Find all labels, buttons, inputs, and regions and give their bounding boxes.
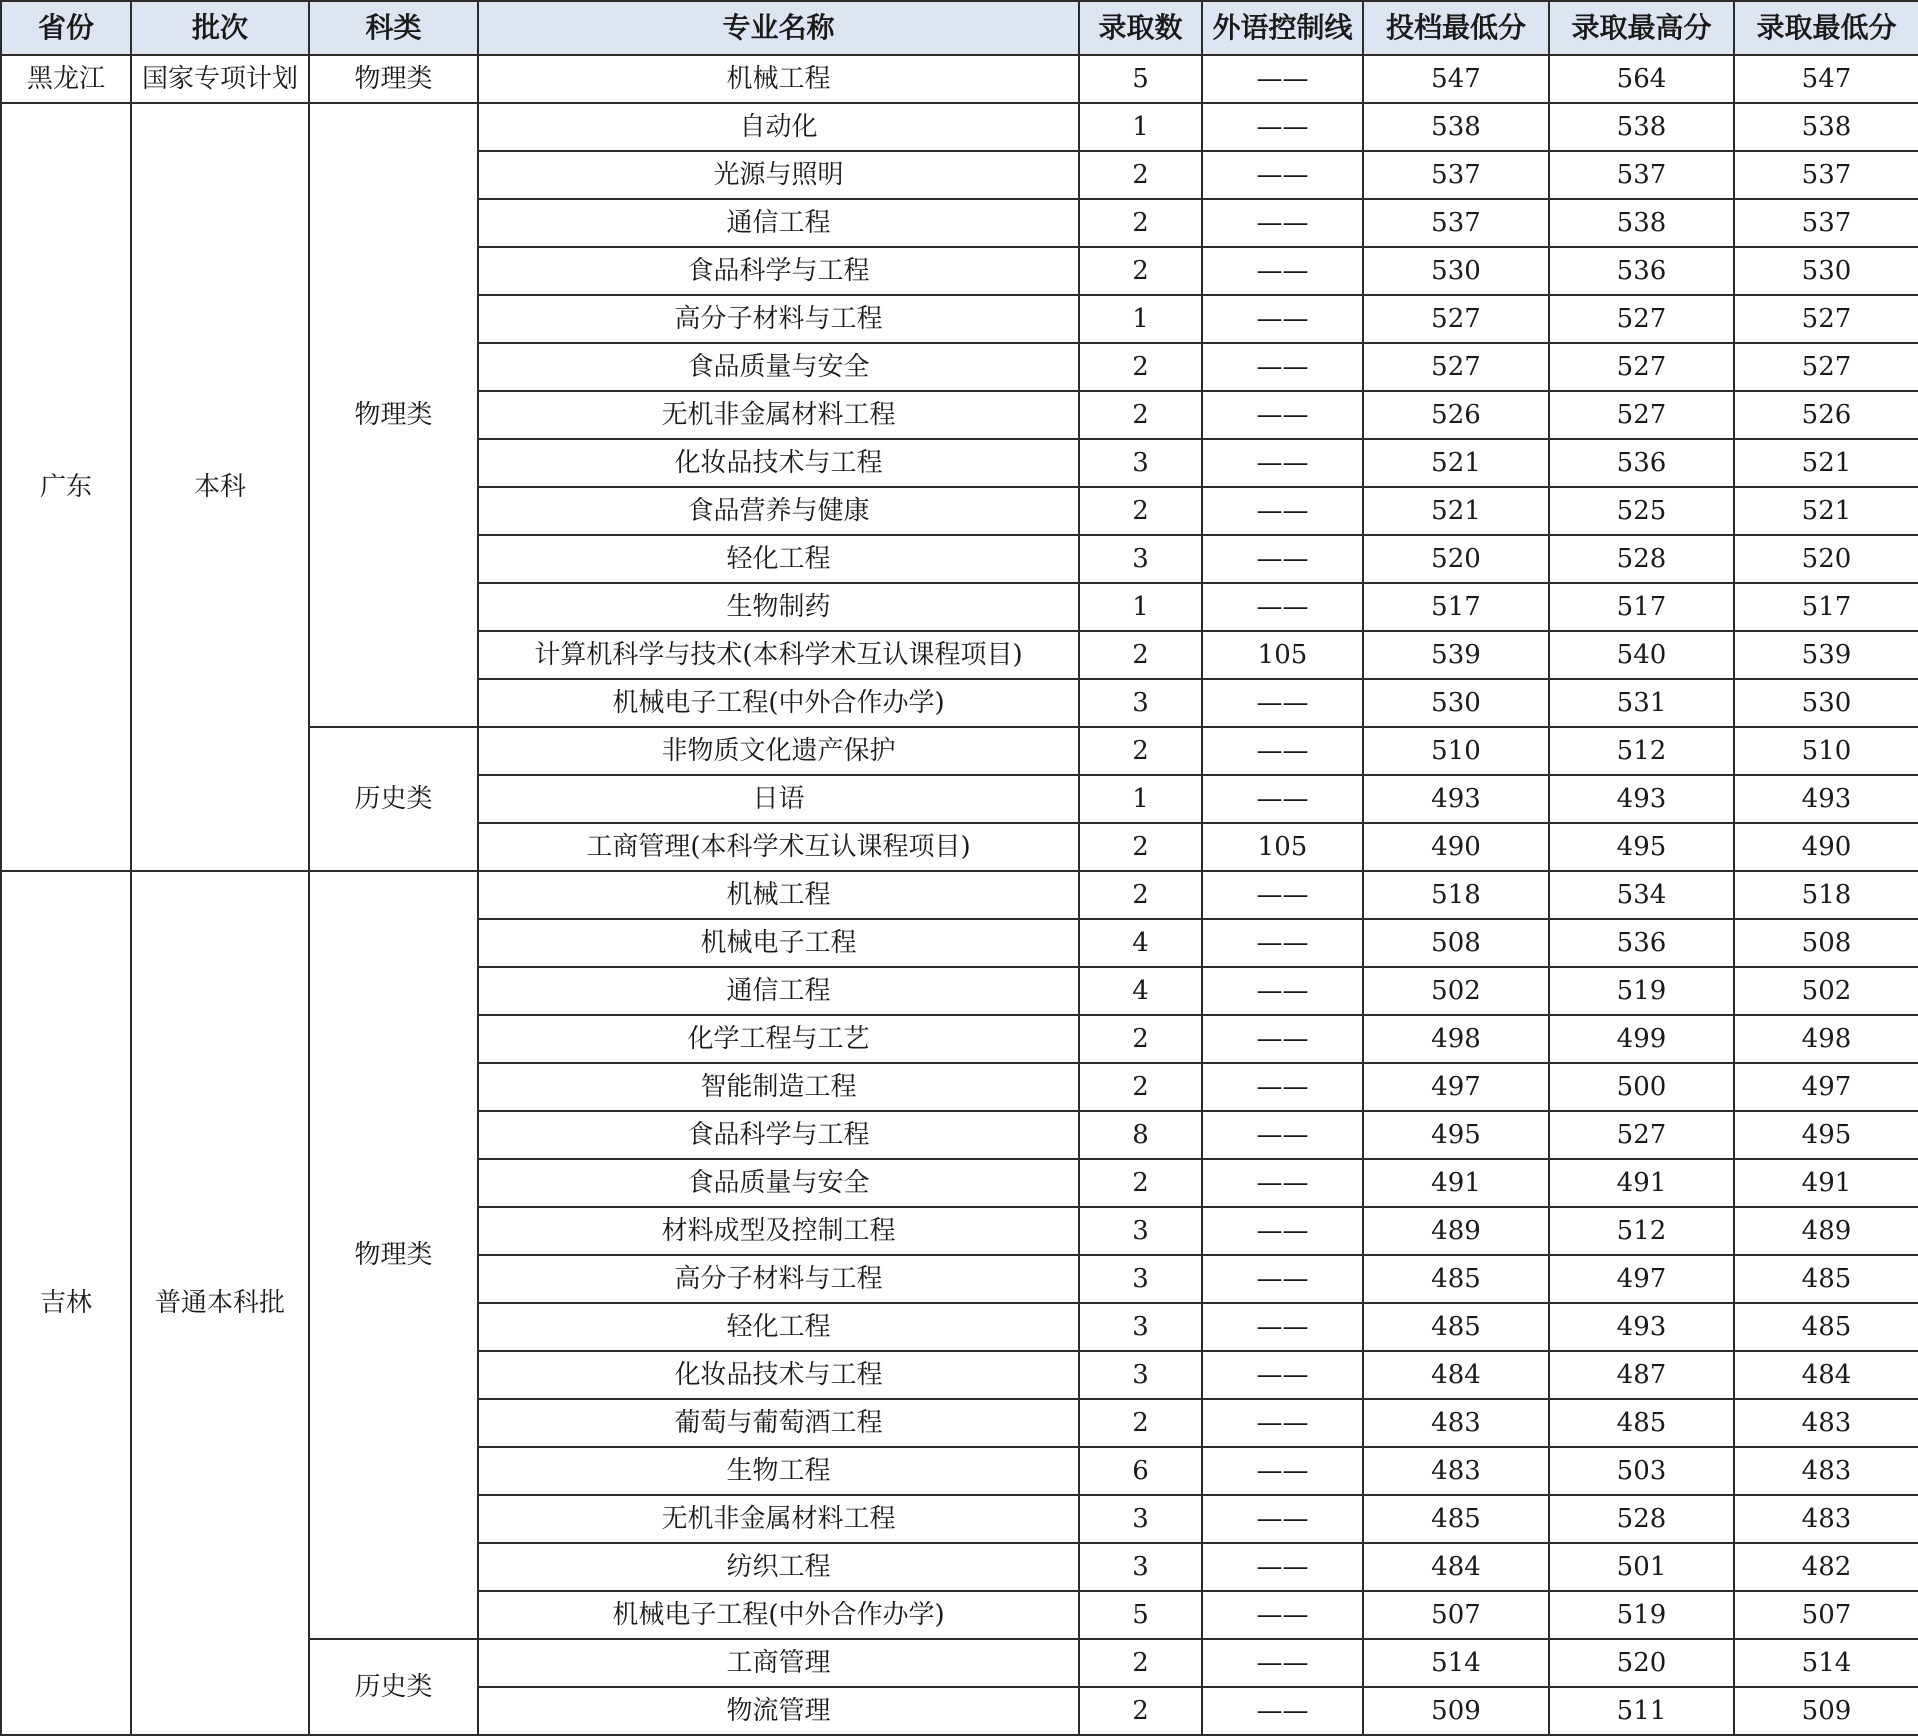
admitted-count-cell: 3 <box>1079 1207 1202 1255</box>
filing-min-score-cell: 485 <box>1363 1255 1549 1303</box>
table-row <box>1 871 1918 919</box>
filing-min-score-cell: 517 <box>1363 583 1549 631</box>
major-name-cell: 机械电子工程 <box>478 919 1079 967</box>
admission-min-score-cell: 482 <box>1734 1543 1918 1591</box>
table-row <box>1 103 1918 151</box>
admitted-count-cell: 2 <box>1079 823 1202 871</box>
major-name-cell: 机械工程 <box>478 871 1079 919</box>
admission-max-score-cell: 536 <box>1549 919 1734 967</box>
filing-min-score-cell: 485 <box>1363 1303 1549 1351</box>
foreign-language-line-cell: —— <box>1202 1207 1363 1255</box>
foreign-language-line-cell: —— <box>1202 1351 1363 1399</box>
admission-min-score-cell: 521 <box>1734 487 1918 535</box>
filing-min-score-cell: 538 <box>1363 103 1549 151</box>
major-name-cell: 食品营养与健康 <box>478 487 1079 535</box>
filing-min-score-cell: 521 <box>1363 439 1549 487</box>
admission-max-score-cell: 499 <box>1549 1015 1734 1063</box>
admission-min-score-cell: 527 <box>1734 295 1918 343</box>
foreign-language-line-cell: —— <box>1202 1591 1363 1639</box>
major-name-cell: 轻化工程 <box>478 535 1079 583</box>
filing-min-score-cell: 483 <box>1363 1447 1549 1495</box>
admission-max-score-cell: 527 <box>1549 1111 1734 1159</box>
filing-min-score-cell: 530 <box>1363 679 1549 727</box>
major-name-cell: 食品科学与工程 <box>478 247 1079 295</box>
major-name-cell: 高分子材料与工程 <box>478 1255 1079 1303</box>
filing-min-score-cell: 507 <box>1363 1591 1549 1639</box>
admission-min-score-cell: 538 <box>1734 103 1918 151</box>
foreign-language-line-cell: —— <box>1202 967 1363 1015</box>
foreign-language-line-cell: —— <box>1202 1399 1363 1447</box>
admission-max-score-cell: 528 <box>1549 535 1734 583</box>
admitted-count-cell: 2 <box>1079 1015 1202 1063</box>
major-name-cell: 机械电子工程(中外合作办学) <box>478 1591 1079 1639</box>
foreign-language-line-cell: —— <box>1202 1303 1363 1351</box>
admission-min-score-cell: 502 <box>1734 967 1918 1015</box>
batch-cell: 普通本科批 <box>131 871 309 1735</box>
foreign-language-line-cell: —— <box>1202 679 1363 727</box>
major-name-cell: 无机非金属材料工程 <box>478 391 1079 439</box>
major-name-cell: 工商管理 <box>478 1639 1079 1687</box>
filing-min-score-cell: 491 <box>1363 1159 1549 1207</box>
admission-max-score-cell: 501 <box>1549 1543 1734 1591</box>
admitted-count-cell: 4 <box>1079 967 1202 1015</box>
major-name-cell: 食品质量与安全 <box>478 1159 1079 1207</box>
foreign-language-line-cell: —— <box>1202 1015 1363 1063</box>
province-cell: 吉林 <box>1 871 131 1735</box>
admission-min-score-cell: 518 <box>1734 871 1918 919</box>
foreign-language-line-cell: —— <box>1202 871 1363 919</box>
filing-min-score-cell: 485 <box>1363 1495 1549 1543</box>
filing-min-score-cell: 539 <box>1363 631 1549 679</box>
filing-min-score-cell: 497 <box>1363 1063 1549 1111</box>
admitted-count-cell: 2 <box>1079 343 1202 391</box>
admission-min-score-cell: 484 <box>1734 1351 1918 1399</box>
major-name-cell: 光源与照明 <box>478 151 1079 199</box>
province-header: 省份 <box>1 1 131 55</box>
admitted-count-cell: 2 <box>1079 1159 1202 1207</box>
admitted-count-cell: 2 <box>1079 871 1202 919</box>
admitted-count-cell: 2 <box>1079 1639 1202 1687</box>
admitted-count-cell: 2 <box>1079 391 1202 439</box>
admission-max-score-cell: 495 <box>1549 823 1734 871</box>
admitted-count-cell: 2 <box>1079 631 1202 679</box>
admitted-count-cell: 2 <box>1079 487 1202 535</box>
admission-min-score-cell: 497 <box>1734 1063 1918 1111</box>
admission-max-score-cell: 497 <box>1549 1255 1734 1303</box>
major-name-cell: 机械电子工程(中外合作办学) <box>478 679 1079 727</box>
admitted-count-cell: 1 <box>1079 775 1202 823</box>
batch-cell: 国家专项计划 <box>131 55 309 103</box>
admitted-count-header: 录取数 <box>1079 1 1202 55</box>
filing-min-score-cell: 537 <box>1363 199 1549 247</box>
category-cell: 物理类 <box>309 871 478 1639</box>
filing-min-score-cell: 537 <box>1363 151 1549 199</box>
admission-min-score-cell: 490 <box>1734 823 1918 871</box>
filing-min-score-cell: 518 <box>1363 871 1549 919</box>
filing-min-score-cell: 502 <box>1363 967 1549 1015</box>
admitted-count-cell: 2 <box>1079 1399 1202 1447</box>
category-cell: 物理类 <box>309 55 478 103</box>
foreign-language-line-cell: —— <box>1202 1111 1363 1159</box>
admitted-count-cell: 3 <box>1079 439 1202 487</box>
foreign-language-line-cell: —— <box>1202 1159 1363 1207</box>
admission-min-score-cell: 483 <box>1734 1495 1918 1543</box>
admission-max-score-cell: 520 <box>1549 1639 1734 1687</box>
category-header: 科类 <box>309 1 478 55</box>
table-body <box>1 55 1918 1735</box>
admission-max-score-cell: 487 <box>1549 1351 1734 1399</box>
admission-min-score-cell: 547 <box>1734 55 1918 103</box>
admission-max-score-cell: 540 <box>1549 631 1734 679</box>
foreign-language-line-cell: —— <box>1202 919 1363 967</box>
filing-min-score-cell: 514 <box>1363 1639 1549 1687</box>
admission-min-score-cell: 491 <box>1734 1159 1918 1207</box>
foreign-language-line-cell: —— <box>1202 583 1363 631</box>
foreign-language-line-cell: —— <box>1202 535 1363 583</box>
filing-min-score-cell: 508 <box>1363 919 1549 967</box>
filing-min-score-cell: 484 <box>1363 1351 1549 1399</box>
admission-min-score-cell: 537 <box>1734 199 1918 247</box>
admitted-count-cell: 1 <box>1079 295 1202 343</box>
admission-max-score-cell: 500 <box>1549 1063 1734 1111</box>
filing-min-score-cell: 483 <box>1363 1399 1549 1447</box>
filing-min-score-cell: 526 <box>1363 391 1549 439</box>
admitted-count-cell: 2 <box>1079 247 1202 295</box>
major-name-cell: 机械工程 <box>478 55 1079 103</box>
admission-min-score-cell: 507 <box>1734 1591 1918 1639</box>
major-name-cell: 智能制造工程 <box>478 1063 1079 1111</box>
major-name-cell: 生物工程 <box>478 1447 1079 1495</box>
header-row <box>1 1 1918 55</box>
admission-min-score-cell: 483 <box>1734 1447 1918 1495</box>
admitted-count-cell: 2 <box>1079 199 1202 247</box>
admission-min-score-cell: 527 <box>1734 343 1918 391</box>
admission-max-score-cell: 527 <box>1549 391 1734 439</box>
admission-max-score-cell: 519 <box>1549 967 1734 1015</box>
foreign-language-line-cell: —— <box>1202 247 1363 295</box>
admitted-count-cell: 1 <box>1079 583 1202 631</box>
filing-min-score-header: 投档最低分 <box>1363 1 1549 55</box>
foreign-language-line-cell: —— <box>1202 55 1363 103</box>
major-name-cell: 非物质文化遗产保护 <box>478 727 1079 775</box>
major-name-cell: 自动化 <box>478 103 1079 151</box>
province-cell: 黑龙江 <box>1 55 131 103</box>
foreign-language-line-cell: —— <box>1202 1687 1363 1735</box>
foreign-language-line-cell: 105 <box>1202 823 1363 871</box>
batch-cell: 本科 <box>131 103 309 871</box>
major-name-cell: 轻化工程 <box>478 1303 1079 1351</box>
admitted-count-cell: 8 <box>1079 1111 1202 1159</box>
admission-max-score-cell: 534 <box>1549 871 1734 919</box>
filing-min-score-cell: 521 <box>1363 487 1549 535</box>
foreign-language-line-cell: —— <box>1202 295 1363 343</box>
admitted-count-cell: 2 <box>1079 151 1202 199</box>
filing-min-score-cell: 495 <box>1363 1111 1549 1159</box>
admitted-count-cell: 3 <box>1079 1351 1202 1399</box>
major-name-cell: 通信工程 <box>478 967 1079 1015</box>
admission-min-score-cell: 485 <box>1734 1255 1918 1303</box>
major-name-cell: 化妆品技术与工程 <box>478 1351 1079 1399</box>
major-name-cell: 材料成型及控制工程 <box>478 1207 1079 1255</box>
admission-min-score-cell: 508 <box>1734 919 1918 967</box>
foreign-language-line-cell: —— <box>1202 199 1363 247</box>
filing-min-score-cell: 530 <box>1363 247 1549 295</box>
admission-min-score-cell: 510 <box>1734 727 1918 775</box>
filing-min-score-cell: 527 <box>1363 343 1549 391</box>
admitted-count-cell: 3 <box>1079 1495 1202 1543</box>
admission-min-score-cell: 530 <box>1734 247 1918 295</box>
batch-header: 批次 <box>131 1 309 55</box>
admission-min-score-cell: 509 <box>1734 1687 1918 1735</box>
filing-min-score-cell: 493 <box>1363 775 1549 823</box>
major-name-cell: 食品科学与工程 <box>478 1111 1079 1159</box>
admission-max-score-cell: 493 <box>1549 1303 1734 1351</box>
admission-max-score-cell: 536 <box>1549 247 1734 295</box>
major-name-cell: 化学工程与工艺 <box>478 1015 1079 1063</box>
filing-min-score-cell: 527 <box>1363 295 1549 343</box>
admission-min-score-cell: 521 <box>1734 439 1918 487</box>
table-row <box>1 55 1918 103</box>
admitted-count-cell: 3 <box>1079 679 1202 727</box>
major-name-cell: 通信工程 <box>478 199 1079 247</box>
province-cell: 广东 <box>1 103 131 871</box>
major-name-cell: 工商管理(本科学术互认课程项目) <box>478 823 1079 871</box>
filing-min-score-cell: 490 <box>1363 823 1549 871</box>
foreign-language-line-cell: —— <box>1202 343 1363 391</box>
admission-max-score-cell: 527 <box>1549 343 1734 391</box>
foreign-language-line-cell: —— <box>1202 151 1363 199</box>
admitted-count-cell: 3 <box>1079 535 1202 583</box>
foreign-language-line-cell: 105 <box>1202 631 1363 679</box>
admitted-count-cell: 4 <box>1079 919 1202 967</box>
admission-max-score-cell: 519 <box>1549 1591 1734 1639</box>
admission-max-score-cell: 511 <box>1549 1687 1734 1735</box>
admission-max-score-cell: 517 <box>1549 583 1734 631</box>
admitted-count-cell: 3 <box>1079 1303 1202 1351</box>
admitted-count-cell: 5 <box>1079 1591 1202 1639</box>
admission-max-score-header: 录取最高分 <box>1549 1 1734 55</box>
major-name-cell: 食品质量与安全 <box>478 343 1079 391</box>
admission-min-score-cell: 493 <box>1734 775 1918 823</box>
admission-min-score-cell: 530 <box>1734 679 1918 727</box>
admission-max-score-cell: 512 <box>1549 727 1734 775</box>
admission-max-score-cell: 491 <box>1549 1159 1734 1207</box>
major-name-cell: 化妆品技术与工程 <box>478 439 1079 487</box>
admitted-count-cell: 3 <box>1079 1255 1202 1303</box>
major-name-cell: 物流管理 <box>478 1687 1079 1735</box>
admitted-count-cell: 2 <box>1079 1687 1202 1735</box>
foreign-language-line-cell: —— <box>1202 1639 1363 1687</box>
filing-min-score-cell: 520 <box>1363 535 1549 583</box>
admission-max-score-cell: 485 <box>1549 1399 1734 1447</box>
major-name-cell: 计算机科学与技术(本科学术互认课程项目) <box>478 631 1079 679</box>
foreign-language-line-cell: —— <box>1202 775 1363 823</box>
foreign-language-line-cell: —— <box>1202 1495 1363 1543</box>
foreign-language-line-cell: —— <box>1202 439 1363 487</box>
admitted-count-cell: 2 <box>1079 1063 1202 1111</box>
admission-max-score-cell: 531 <box>1549 679 1734 727</box>
admission-max-score-cell: 564 <box>1549 55 1734 103</box>
foreign-language-line-cell: —— <box>1202 1063 1363 1111</box>
admission-max-score-cell: 525 <box>1549 487 1734 535</box>
foreign-language-line-header: 外语控制线 <box>1202 1 1363 55</box>
admission-min-score-cell: 539 <box>1734 631 1918 679</box>
foreign-language-line-cell: —— <box>1202 1447 1363 1495</box>
category-cell: 物理类 <box>309 103 478 727</box>
admitted-count-cell: 2 <box>1079 727 1202 775</box>
filing-min-score-cell: 547 <box>1363 55 1549 103</box>
admission-max-score-cell: 537 <box>1549 151 1734 199</box>
admission-min-score-cell: 498 <box>1734 1015 1918 1063</box>
admitted-count-cell: 5 <box>1079 55 1202 103</box>
major-name-cell: 日语 <box>478 775 1079 823</box>
admission-max-score-cell: 538 <box>1549 199 1734 247</box>
filing-min-score-cell: 489 <box>1363 1207 1549 1255</box>
admission-min-score-cell: 526 <box>1734 391 1918 439</box>
foreign-language-line-cell: —— <box>1202 1543 1363 1591</box>
admission-min-score-cell: 483 <box>1734 1399 1918 1447</box>
foreign-language-line-cell: —— <box>1202 727 1363 775</box>
admission-max-score-cell: 503 <box>1549 1447 1734 1495</box>
admission-max-score-cell: 536 <box>1549 439 1734 487</box>
admission-min-score-cell: 495 <box>1734 1111 1918 1159</box>
foreign-language-line-cell: —— <box>1202 103 1363 151</box>
admission-min-score-cell: 517 <box>1734 583 1918 631</box>
filing-min-score-cell: 498 <box>1363 1015 1549 1063</box>
admission-min-score-header: 录取最低分 <box>1734 1 1918 55</box>
admission-min-score-cell: 514 <box>1734 1639 1918 1687</box>
major-name-cell: 高分子材料与工程 <box>478 295 1079 343</box>
foreign-language-line-cell: —— <box>1202 1255 1363 1303</box>
foreign-language-line-cell: —— <box>1202 487 1363 535</box>
admission-min-score-cell: 520 <box>1734 535 1918 583</box>
admission-max-score-cell: 528 <box>1549 1495 1734 1543</box>
category-cell: 历史类 <box>309 1639 478 1735</box>
major-name-header: 专业名称 <box>478 1 1079 55</box>
admission-max-score-cell: 538 <box>1549 103 1734 151</box>
major-name-cell: 葡萄与葡萄酒工程 <box>478 1399 1079 1447</box>
admission-min-score-cell: 537 <box>1734 151 1918 199</box>
admitted-count-cell: 6 <box>1079 1447 1202 1495</box>
admitted-count-cell: 3 <box>1079 1543 1202 1591</box>
major-name-cell: 纺织工程 <box>478 1543 1079 1591</box>
category-cell: 历史类 <box>309 727 478 871</box>
admission-min-score-cell: 489 <box>1734 1207 1918 1255</box>
admission-max-score-cell: 493 <box>1549 775 1734 823</box>
filing-min-score-cell: 510 <box>1363 727 1549 775</box>
major-name-cell: 生物制药 <box>478 583 1079 631</box>
filing-min-score-cell: 484 <box>1363 1543 1549 1591</box>
admission-min-score-cell: 485 <box>1734 1303 1918 1351</box>
major-name-cell: 无机非金属材料工程 <box>478 1495 1079 1543</box>
filing-min-score-cell: 509 <box>1363 1687 1549 1735</box>
admission-max-score-cell: 527 <box>1549 295 1734 343</box>
foreign-language-line-cell: —— <box>1202 391 1363 439</box>
admitted-count-cell: 1 <box>1079 103 1202 151</box>
admission-max-score-cell: 512 <box>1549 1207 1734 1255</box>
